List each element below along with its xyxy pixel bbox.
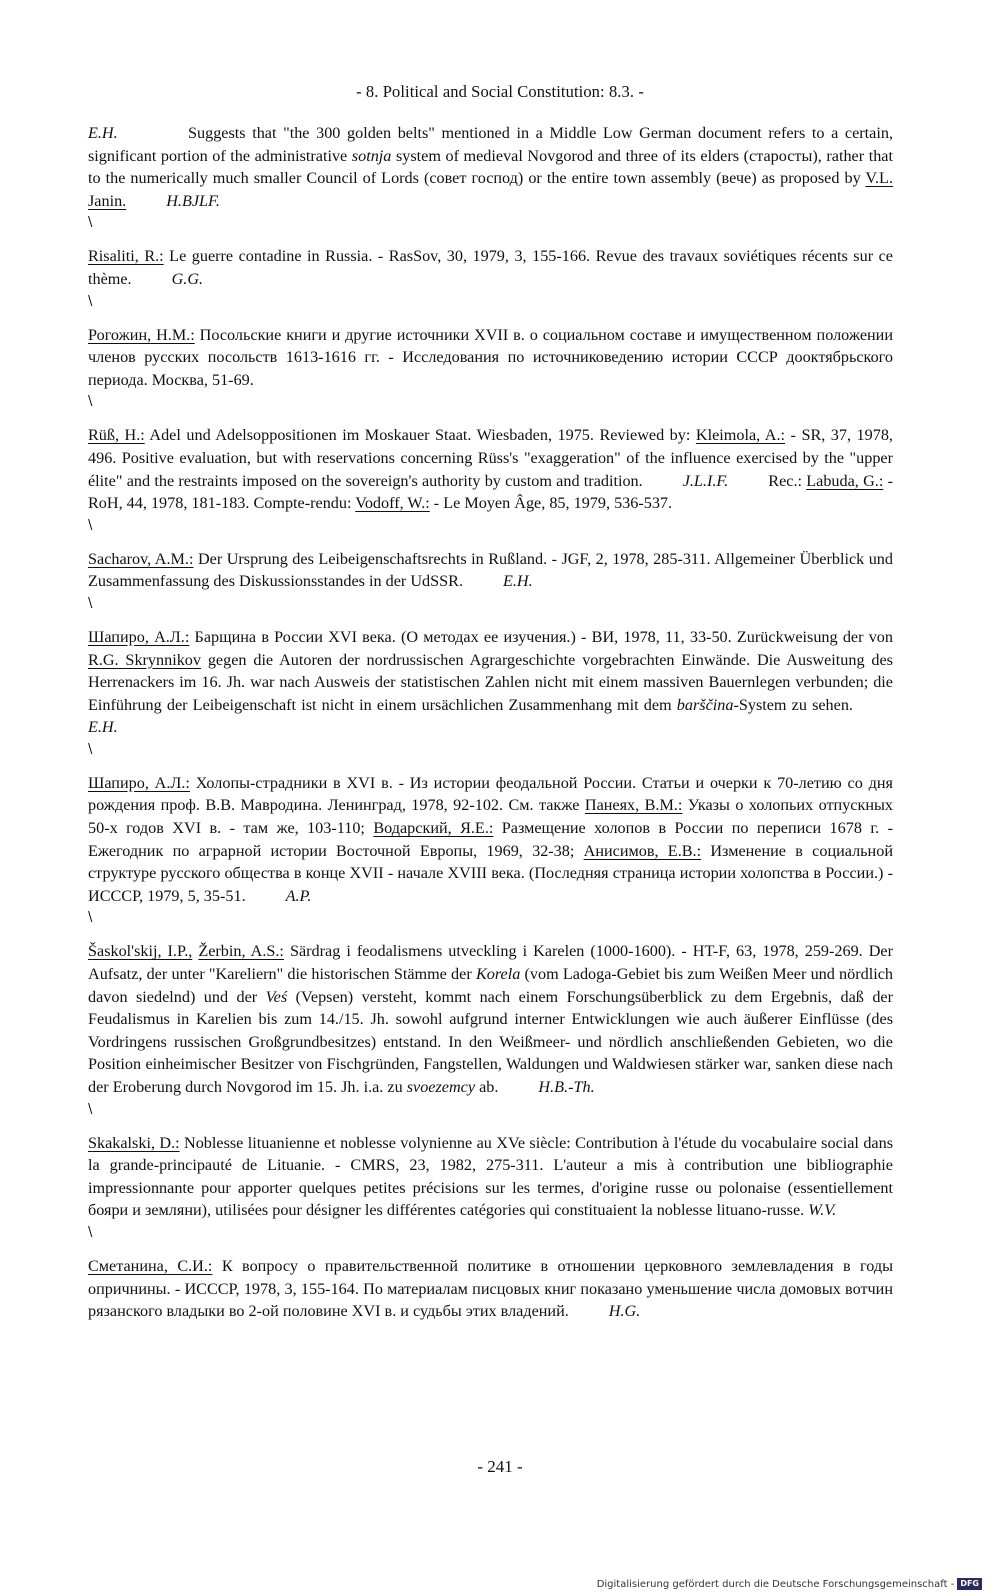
- bibliography-entry: [88, 626, 893, 739]
- entry-text: Размещение холопов в России по переписи 1678 г. - Ежегодник по аграрной истории Восточной Европы, 1969, 32-38;: [88, 819, 893, 860]
- bibliography-content: [88, 122, 893, 1323]
- entry-author: Rüß, H.:: [88, 426, 145, 445]
- entry-reference: Анисимов, Е.В.:: [583, 841, 702, 860]
- entry-initials: E.H.: [88, 718, 118, 737]
- entry-text: Rec.:: [768, 471, 807, 490]
- entry-separator: \: [88, 293, 93, 309]
- entry-initials: W.V.: [808, 1201, 837, 1220]
- entry-initials: E.H.: [503, 572, 533, 591]
- entry-separator: \: [88, 910, 93, 926]
- page-number: - 241 -: [477, 1457, 523, 1476]
- entry-text: ab.: [475, 1078, 499, 1096]
- entry-initials: A.P.: [285, 886, 312, 905]
- entry-initials: H.B.-Th.: [538, 1078, 595, 1096]
- entry-reference: Водарский, Я.Е.:: [373, 819, 494, 838]
- entry-reference: Панеях, В.М.:: [584, 796, 683, 815]
- entry-italic-term: sotnja: [351, 146, 392, 165]
- entry-text: - SR, 37, 1978, 496. Positive evaluation, but with reservations concerning Rüss's "exaggeration" of the influence exercised by the "upper élite" and the restraints imposed on the sovereign's authority by custom and tradition.: [88, 426, 893, 490]
- entry-author: Sacharov, A.M.:: [88, 549, 194, 568]
- entry-reference: V.L. Janin.: [88, 169, 893, 210]
- entry-separator: \: [88, 394, 93, 410]
- entry-text: gegen die Autoren der nordrussischen Agrargeschichte vorgebrachten Einwände. Die Ausweitung des Herrenackers im 16. Jh. war nach Ausweis der statistischen Zahlen nicht mit einem massiven Bauernlegen verbunden; die Einführung der Leibeigenschaft ist nicht in einem ursächlichen Zusammenhang mit dem: [88, 650, 893, 714]
- entry-initials: J.L.I.F.: [682, 471, 729, 490]
- entry-author: Сметанина, С.И.:: [88, 1256, 213, 1275]
- entry-italic-term: svoezemcy: [406, 1078, 476, 1096]
- entry-initials: H.G.: [608, 1302, 641, 1321]
- entry-author: Рогожин, Н.М.:: [88, 325, 195, 344]
- page-header: - 8. Political and Social Constitution: 8.3. -: [356, 82, 644, 101]
- entry-initials: H.BJLF.: [166, 191, 220, 210]
- entry-author: Risaliti, R.:: [88, 247, 164, 266]
- entry-author: Skakalski, D.:: [88, 1133, 180, 1152]
- entry-text: Барщина в России XVI века. (О методах ее изучения.) - ВИ, 1978, 11, 33-50. Zurückweisung der von: [189, 627, 893, 646]
- entry-italic-term: Korela: [475, 965, 521, 984]
- entry-text: - Le Moyen Âge, 85, 1979, 536-537.: [429, 494, 673, 513]
- entry-reference: Vodoff, W.:: [355, 494, 430, 513]
- entry-separator: \: [88, 215, 93, 231]
- dfg-logo: DFG: [957, 1578, 982, 1590]
- bibliography-entry: [88, 548, 893, 593]
- bibliography-entry: [88, 940, 893, 1098]
- bibliography-entry: [88, 245, 893, 290]
- bibliography-entry: [88, 772, 893, 908]
- bibliography-entry: [88, 122, 893, 212]
- entry-text: К вопросу о правительственной политике в отношении церковного землевладения в годы опричнины. - ИСССР, 1978, 3, 155-164. По материалам писцовых книг показано уменьшение числа домовых вотчин рязанского владыки во 2-ой половине XVI в. и судьбы этих владений.: [88, 1256, 893, 1321]
- entry-italic-term: barščina: [676, 695, 734, 714]
- entry-text: Холопы-страдники в XVI в. - Из истории феодальной России. Статьи и очерки к 70-летию со дня рождения проф. В.В. Мавродина. Ленинград, 1978, 92-102. См. также: [88, 773, 893, 815]
- entry-separator: \: [88, 1224, 93, 1240]
- entry-text: Указы о холопьих отпускных 50-х годов XVI в. - там же, 103-110;: [88, 796, 893, 838]
- entry-text: Särdrag i feodalismens utveckling i Karelen (1000-1600). - HT-F, 63, 1978, 259-269. Der Aufsatz, der unter "Kareliern" die historischen Stämme der: [88, 942, 894, 984]
- entry-text: -System zu sehen.: [733, 695, 853, 714]
- entry-author: Žerbin, A.S.:: [198, 942, 284, 961]
- entry-separator: \: [88, 741, 93, 757]
- entry-text: Der Ursprung des Leibeigenschaftsrechts in Rußland. - JGF, 2, 1978, 285-311. Allgemeiner Überblick und Zusammenfassung des Diskussionsstandes in der UdSSR.: [88, 549, 893, 591]
- entry-text: Le guerre contadine in Russia. - RasSov, 30, 1979, 3, 155-166. Revue des travaux soviétiques récents sur ce thème.: [88, 247, 893, 288]
- entry-separator: \: [88, 1101, 93, 1117]
- entry-initials: G.G.: [171, 269, 204, 288]
- bibliography-entry: [88, 424, 893, 514]
- entry-reference: Labuda, G.:: [806, 471, 884, 490]
- bibliography-entry: [88, 1255, 893, 1323]
- entry-lead-initials: E.H.: [88, 124, 118, 142]
- entry-text: Посольские книги и другие источники XVII в. о социальном составе и имущественном положении членов русских посольств 1613-1616 гг. - Исследования по источниковедению истории СССР дооктябрьского периода. Москва, 51-69.: [88, 325, 893, 389]
- bibliography-entry: [88, 324, 893, 392]
- digitization-footer: [597, 1578, 982, 1590]
- entry-separator: \: [88, 595, 93, 611]
- entry-author: Šaskol'skij, I.P.,: [88, 942, 193, 961]
- entry-text: Изменение в социальной структуре русского общества в конце XVII - начале XVIII века. (Последняя страница истории холопства в России.) - ИСССР, 1979, 5, 35-51.: [88, 841, 893, 905]
- entry-separator: \: [88, 517, 93, 533]
- entry-reference: R.G. Skrynnikov: [88, 650, 201, 669]
- entry-reference: Kleimola, A.:: [695, 426, 786, 445]
- entry-author: Шапиро, А.Л.:: [88, 773, 190, 792]
- entry-text: Noblesse lituanienne et noblesse volynienne au XVe siècle: Contribution à l'étude du vocabulaire social dans la grande-principauté de Lituanie. - CMRS, 23, 1982, 275-311. L'auteur a mis à contribution une bibliographie impressionnante pour apporter quelques petites précisions sur les termes, d'origine russe ou polonaise (essentiellement бояри и земляни), utilisées pour désigner les différentes catégories qui constituaient la noblesse lituano-russe.: [88, 1133, 893, 1220]
- entry-italic-term: Veś: [265, 987, 288, 1006]
- entry-text: - RoH, 44, 1978, 181-183. Compte-rendu:: [88, 471, 894, 513]
- footer-text: Digitalisierung gefördert durch die Deutsche Forschungsgemeinschaft -: [596, 1578, 955, 1590]
- entry-text: Adel und Adelsoppositionen im Moskauer Staat. Wiesbaden, 1975. Reviewed by:: [144, 426, 696, 445]
- entry-text: Suggests that "the 300 golden belts" mentioned in a Middle Low German document refers to a certain, significant portion of the administrative: [88, 124, 893, 165]
- entry-text: (vom Ladoga-Gebiet bis zum Weißen Meer und nördlich davon siedelnd) und der: [88, 965, 893, 1006]
- bibliography-entry: [88, 1132, 893, 1222]
- entry-author: Шапиро, А.Л.:: [88, 627, 190, 646]
- entry-text: (Vepsen) versteht, kommt nach einem Forschungsüberblick zu dem Ergebnis, daß der Feudalismus in Karelien bis zum 14./15. Jh. sowohl aufgrund interner Entwicklungen wie auch äußerer Einflüsse (des Vordringens russischen Großgrundbesitzes) entstand. In den Weißmeer- und nördlich anschließenden Gebieten, wo die Position einheimischer Besitzer von Fischgründen, Fangstellen, Waldungen und Waldwiesen stärker war, sanken diese nach der Eroberung durch Novgorod im 15. Jh. i.a. zu: [88, 987, 893, 1096]
- entry-text: system of medieval Novgorod and three of its elders (старосты), rather that to the numerically much smaller Council of Lords (совет господ) or the entire town assembly (вече) as proposed by: [88, 146, 893, 188]
